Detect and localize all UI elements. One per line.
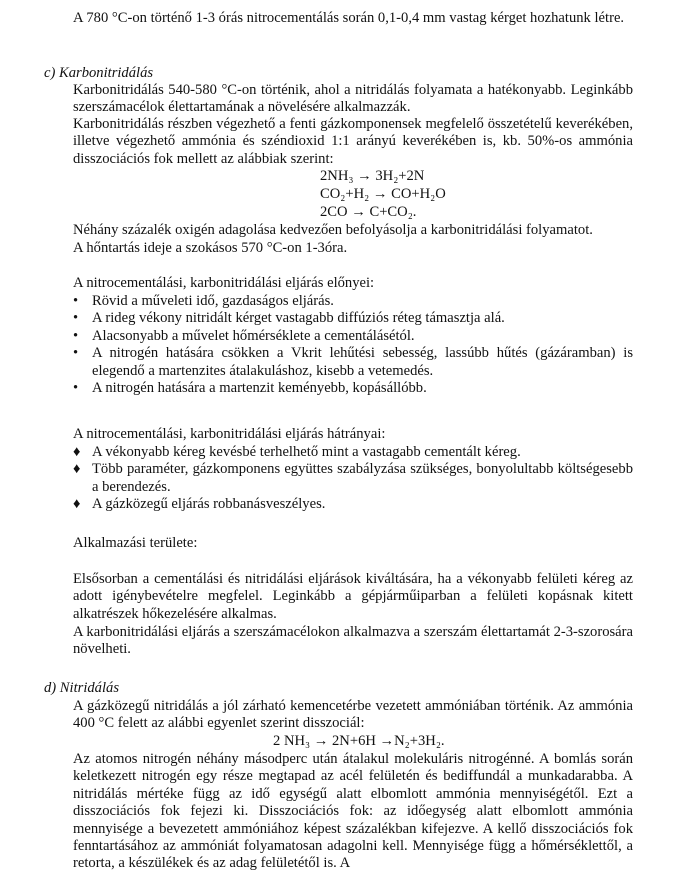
section-d-heading: d) Nitridálás [44, 680, 120, 696]
advantages-item-2 [73, 310, 633, 327]
section-c-paragraph-4: A hőntartás ideje a szokásos 570 °C-on 1-3óra. [73, 240, 348, 256]
advantages-item-3 [73, 328, 633, 345]
dissociation-equation: 2 NH₃ → 2N+6H →N₂+3H₂. [273, 733, 445, 749]
bullet-icon: • [73, 293, 79, 309]
reaction-equation-2: CO₂+H₂ → CO+H₂O [320, 186, 446, 202]
bullet-icon: • [73, 327, 79, 344]
advantages-item-1 [73, 293, 633, 310]
section-c-paragraph-3: Néhány százalék oxigén adagolása kedvezően befolyásolja a karbonitridálási folyamatot. [73, 222, 593, 238]
advantages-item-text: A rideg vékony nitridált kérget vastagabb diffúziós réteg támasztja alá. [92, 310, 505, 327]
disadvantages-item-1 [73, 444, 633, 461]
intro-paragraph: A 780 °C-on történő 1-3 órás nitrocementálás során 0,1-0,4 mm vastag kérget hozhatunk létre. [73, 10, 625, 26]
diamond-bullet-icon: ♦ [73, 444, 81, 460]
section-c-heading: c) Karbonitridálás [44, 65, 154, 81]
section-d-paragraph-2: Az atomos nitrogén néhány másodperc után átalakul molekuláris nitrogénné. A bomlás során keletkezett nitrogén egy része megtapad az acél felületén és bediffundál a munkadarabba. A nitridálás mértéke függ az idő egységű alatt elbomlott ammónia mennyiségétől. Ezt a disszociációs fok fejezi ki. Disszociációs fok: az időegység alatt elbomlott ammónia mennyisége a bevezetett ammóniához képest százalékban kifejezve. A kellő disszociációs fok fenntartásához az ammóniát folyamatosan adagolni kell. Mennyisége függ a hőmérséklettől, a retorta, a készülékek és az adag felületétől is. A [73, 751, 633, 872]
disadvantages-item-text: A gázközegű eljárás robbanásveszélyes. [92, 496, 326, 513]
advantages-list [73, 293, 633, 397]
advantages-title: A nitrocementálási, karbonitridálási eljárás előnyei: [73, 275, 375, 291]
bullet-icon: • [73, 310, 79, 327]
disadvantages-item-3 [73, 496, 633, 513]
diamond-bullet-icon: ♦ [73, 461, 81, 478]
advantages-item-text: A nitrogén hatására csökken a Vkrit lehűtési sebesség, lassúbb hűtés (gázáramban) is elegendő a martenzites átalakuláshoz, kisebb a vetemedés. [92, 345, 633, 379]
disadvantages-title: A nitrocementálási, karbonitridálási eljárás hátrányai: [73, 426, 386, 442]
advantages-item-4 [73, 345, 633, 380]
advantages-item-text: A nitrogén hatására a martenzit keményebb, kopásállóbb. [92, 380, 427, 397]
disadvantages-list [73, 444, 633, 514]
advantages-item-5 [73, 380, 633, 397]
reaction-equation-1: 2NH₃ → 3H₂+2N [320, 168, 425, 184]
application-paragraph-2: A karbonitridálási eljárás a szerszámacélokon alkalmazva a szerszám élettartamát 2-3-szorosára növelheti. [73, 624, 633, 658]
application-title: Alkalmazási területe: [73, 535, 198, 551]
disadvantages-item-text: A vékonyabb kéreg kevésbé terhelhető mint a vastagabb cementált kéreg. [92, 444, 521, 460]
disadvantages-item-text: Több paraméter, gázkomponens együttes szabályzása szükséges, bonyolultabb költségesebb a berendezés. [92, 461, 633, 495]
advantages-item-text: Alacsonyabb a művelet hőmérséklete a cementálásétól. [92, 327, 415, 344]
section-d-paragraph-1: A gázközegű nitridálás a jól zárható kemencetérbe vezetett ammóniában történik. Az ammónia 400 °C felett az alábbi egyenlet szerint disszociál: [73, 698, 633, 732]
diamond-bullet-icon: ♦ [73, 496, 81, 513]
section-c-paragraph-1: Karbonitridálás 540-580 °C-on történik, ahol a nitridálás folyamata a hatékonyabb. Leginkább szerszámacélok élettartamának a növelésére alkalmazzák. [73, 82, 633, 116]
application-paragraph-1: Elsősorban a cementálási és nitridálási eljárások kiváltására, ha a vékonyabb felületi kéreg az adott igénybevételre megfelel. Leginkább a gépjárműiparban a felületi kopásnak kitett alkatrészek hőkezelésére alkalmas. [73, 571, 633, 622]
advantages-item-text: Rövid a műveleti idő, gazdaságos eljárás. [92, 293, 334, 309]
bullet-icon: • [73, 345, 79, 362]
section-c-paragraph-2: Karbonitridálás részben végezhető a fenti gázkomponensek megfelelő összetételű keverékében, illetve végezhető ammónia és széndioxid 1:1 arányú keverékében is, kb. 50%-os ammónia disszociációs fok mellett az alábbiak szerint: [73, 116, 633, 167]
bullet-icon: • [73, 380, 79, 397]
reaction-equation-3: 2CO → C+CO₂. [320, 204, 417, 220]
disadvantages-item-2 [73, 461, 633, 496]
